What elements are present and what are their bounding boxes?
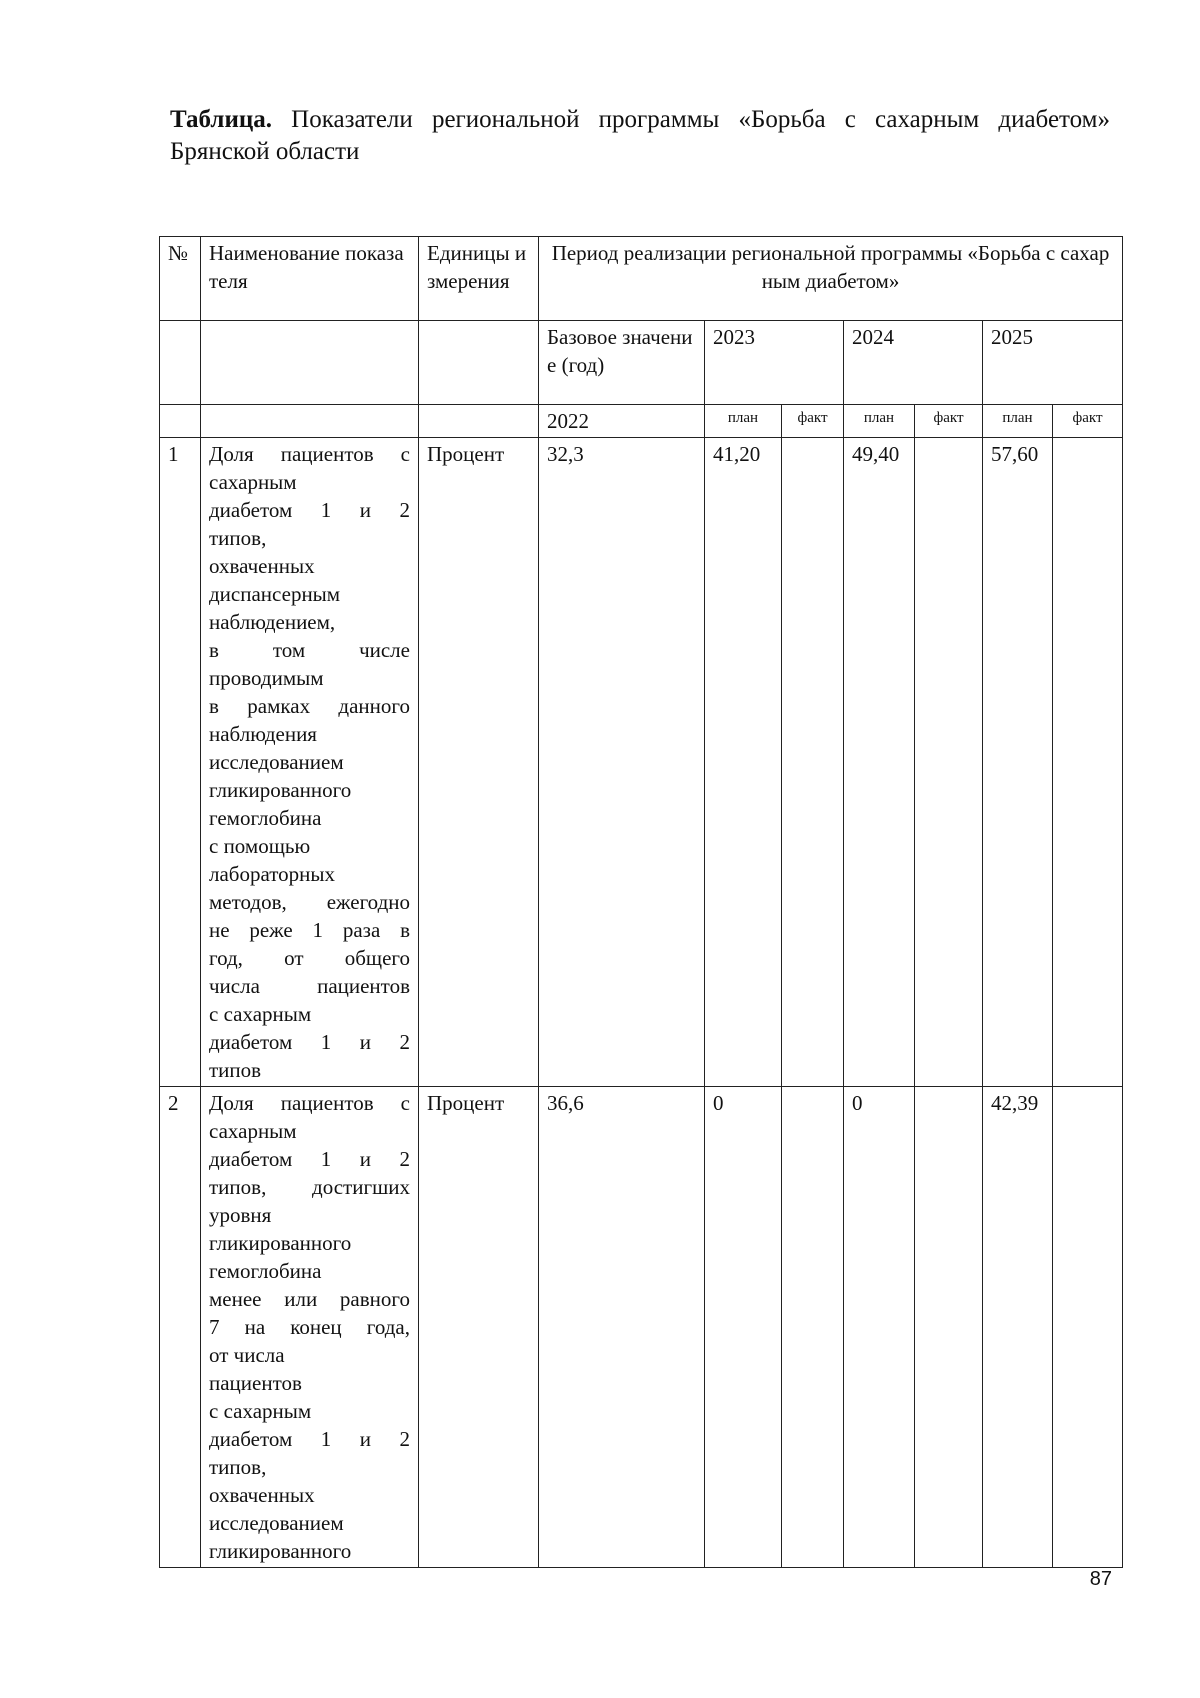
row-2-plan-2024: 0 xyxy=(844,1087,915,1568)
row-1-name-line: Доля пациентов с xyxy=(209,442,410,466)
header-empty-unit-2 xyxy=(419,405,539,438)
row-2-name-line: с сахарным xyxy=(209,1399,312,1423)
row-1-plan-2024: 49,40 xyxy=(844,438,915,1087)
header-base: Базовое значение (год) xyxy=(539,321,705,405)
row-1-name-line: диспансерным xyxy=(209,582,341,606)
row-1-name-line: проводимым xyxy=(209,666,324,690)
row-1-fact-2025 xyxy=(1053,438,1123,1087)
header-row-2 xyxy=(160,321,1123,405)
row-2-name-line: исследованием xyxy=(209,1511,344,1535)
row-1-name-line: наблюдения xyxy=(209,722,317,746)
row-1-name-line: с помощью xyxy=(209,834,311,858)
header-empty-unit xyxy=(419,321,539,405)
row-1-name xyxy=(201,438,419,1087)
indicators-table xyxy=(159,236,1123,1568)
row-1-unit: Процент xyxy=(419,438,539,1087)
row-1-name-line: наблюдением, xyxy=(209,610,336,634)
row-2-name-line: менее или равного xyxy=(209,1287,410,1311)
row-1-name-line: сахарным xyxy=(209,470,297,494)
row-2-name-line: пациентов xyxy=(209,1371,302,1395)
row-2-name-line: диабетом 1 и 2 xyxy=(209,1147,410,1171)
row-2-unit: Процент xyxy=(419,1087,539,1568)
page-number: 87 xyxy=(1089,1568,1112,1590)
row-1-fact-2024 xyxy=(915,438,983,1087)
header-empty-no xyxy=(160,321,201,405)
header-unit: Единицы измерения xyxy=(419,237,539,321)
header-row-3 xyxy=(160,405,1123,438)
header-base-year: 2022 xyxy=(539,405,705,438)
row-2-name xyxy=(201,1087,419,1568)
header-fact-2024: факт xyxy=(915,405,983,438)
row-1-name-line: гликированного xyxy=(209,778,352,802)
row-2-name-line: Доля пациентов с xyxy=(209,1091,410,1115)
row-2-name-line: охваченных xyxy=(209,1483,315,1507)
row-1-name-line: методов, ежегодно xyxy=(209,890,410,914)
header-fact-2023: факт xyxy=(782,405,844,438)
row-2-name-line: гемоглобина xyxy=(209,1259,322,1283)
header-empty-name xyxy=(201,321,419,405)
header-period: Период реализации региональной программы «Борьба с сахарным диабетом» xyxy=(539,237,1123,321)
row-1-base: 32,3 xyxy=(539,438,705,1087)
row-1-plan-2023: 41,20 xyxy=(705,438,782,1087)
caption-text: Показатели региональной программы «Борьба с сахарным диабетом» Брянской области xyxy=(170,106,1110,165)
row-1-name-line: лабораторных xyxy=(209,862,336,886)
header-year-2025: 2025 xyxy=(983,321,1123,405)
header-year-2023: 2023 xyxy=(705,321,844,405)
row-2-name-line: 7 на конец года, xyxy=(209,1315,410,1339)
row-1-name-line: исследованием xyxy=(209,750,344,774)
caption-label: Таблица. xyxy=(170,106,273,133)
row-1-name-line: с сахарным xyxy=(209,1002,312,1026)
row-1-fact-2023 xyxy=(782,438,844,1087)
header-empty-name-2 xyxy=(201,405,419,438)
row-1-name-line: диабетом 1 и 2 xyxy=(209,1030,410,1054)
row-1-no: 1 xyxy=(160,438,201,1087)
row-1-name-line: охваченных xyxy=(209,554,315,578)
row-1-name-line: не реже 1 раза в xyxy=(209,918,410,942)
header-row-1 xyxy=(160,237,1123,321)
row-2-no: 2 xyxy=(160,1087,201,1568)
row-2-fact-2023 xyxy=(782,1087,844,1568)
row-2-fact-2025 xyxy=(1053,1087,1123,1568)
row-2-name-line: уровня xyxy=(209,1203,272,1227)
row-1-name-line: год, от общего xyxy=(209,946,410,970)
row-2-name-line: сахарным xyxy=(209,1119,297,1143)
row-2-fact-2024 xyxy=(915,1087,983,1568)
header-no: № xyxy=(160,237,201,321)
row-2-name-line: гликированного xyxy=(209,1539,352,1563)
header-plan-2023: план xyxy=(705,405,782,438)
row-2-name-line: от числа xyxy=(209,1343,285,1367)
header-fact-2025: факт xyxy=(1053,405,1123,438)
row-2-name-line: гликированного xyxy=(209,1231,352,1255)
row-2-plan-2025: 42,39 xyxy=(983,1087,1053,1568)
row-2-name-line: типов, достигших xyxy=(209,1175,410,1199)
row-1-name-line: типов, xyxy=(209,526,267,550)
row-1-plan-2025: 57,60 xyxy=(983,438,1053,1087)
row-1-name-line: числа пациентов xyxy=(209,974,410,998)
row-1-name-line: диабетом 1 и 2 xyxy=(209,498,410,522)
row-2-plan-2023: 0 xyxy=(705,1087,782,1568)
header-empty-no-2 xyxy=(160,405,201,438)
row-2-name-line: диабетом 1 и 2 xyxy=(209,1427,410,1451)
table-row xyxy=(160,438,1123,1087)
header-plan-2024: план xyxy=(844,405,915,438)
header-plan-2025: план xyxy=(983,405,1053,438)
header-name: Наименование показателя xyxy=(201,237,419,321)
table-row xyxy=(160,1087,1123,1568)
row-1-name-line: типов xyxy=(209,1058,262,1082)
row-1-name-line: в рамках данного xyxy=(209,694,410,718)
row-1-name-line: гемоглобина xyxy=(209,806,322,830)
row-1-name-line: в том числе xyxy=(209,638,410,662)
table-caption xyxy=(170,104,1110,168)
row-2-base: 36,6 xyxy=(539,1087,705,1568)
row-2-name-line: типов, xyxy=(209,1455,267,1479)
header-year-2024: 2024 xyxy=(844,321,983,405)
